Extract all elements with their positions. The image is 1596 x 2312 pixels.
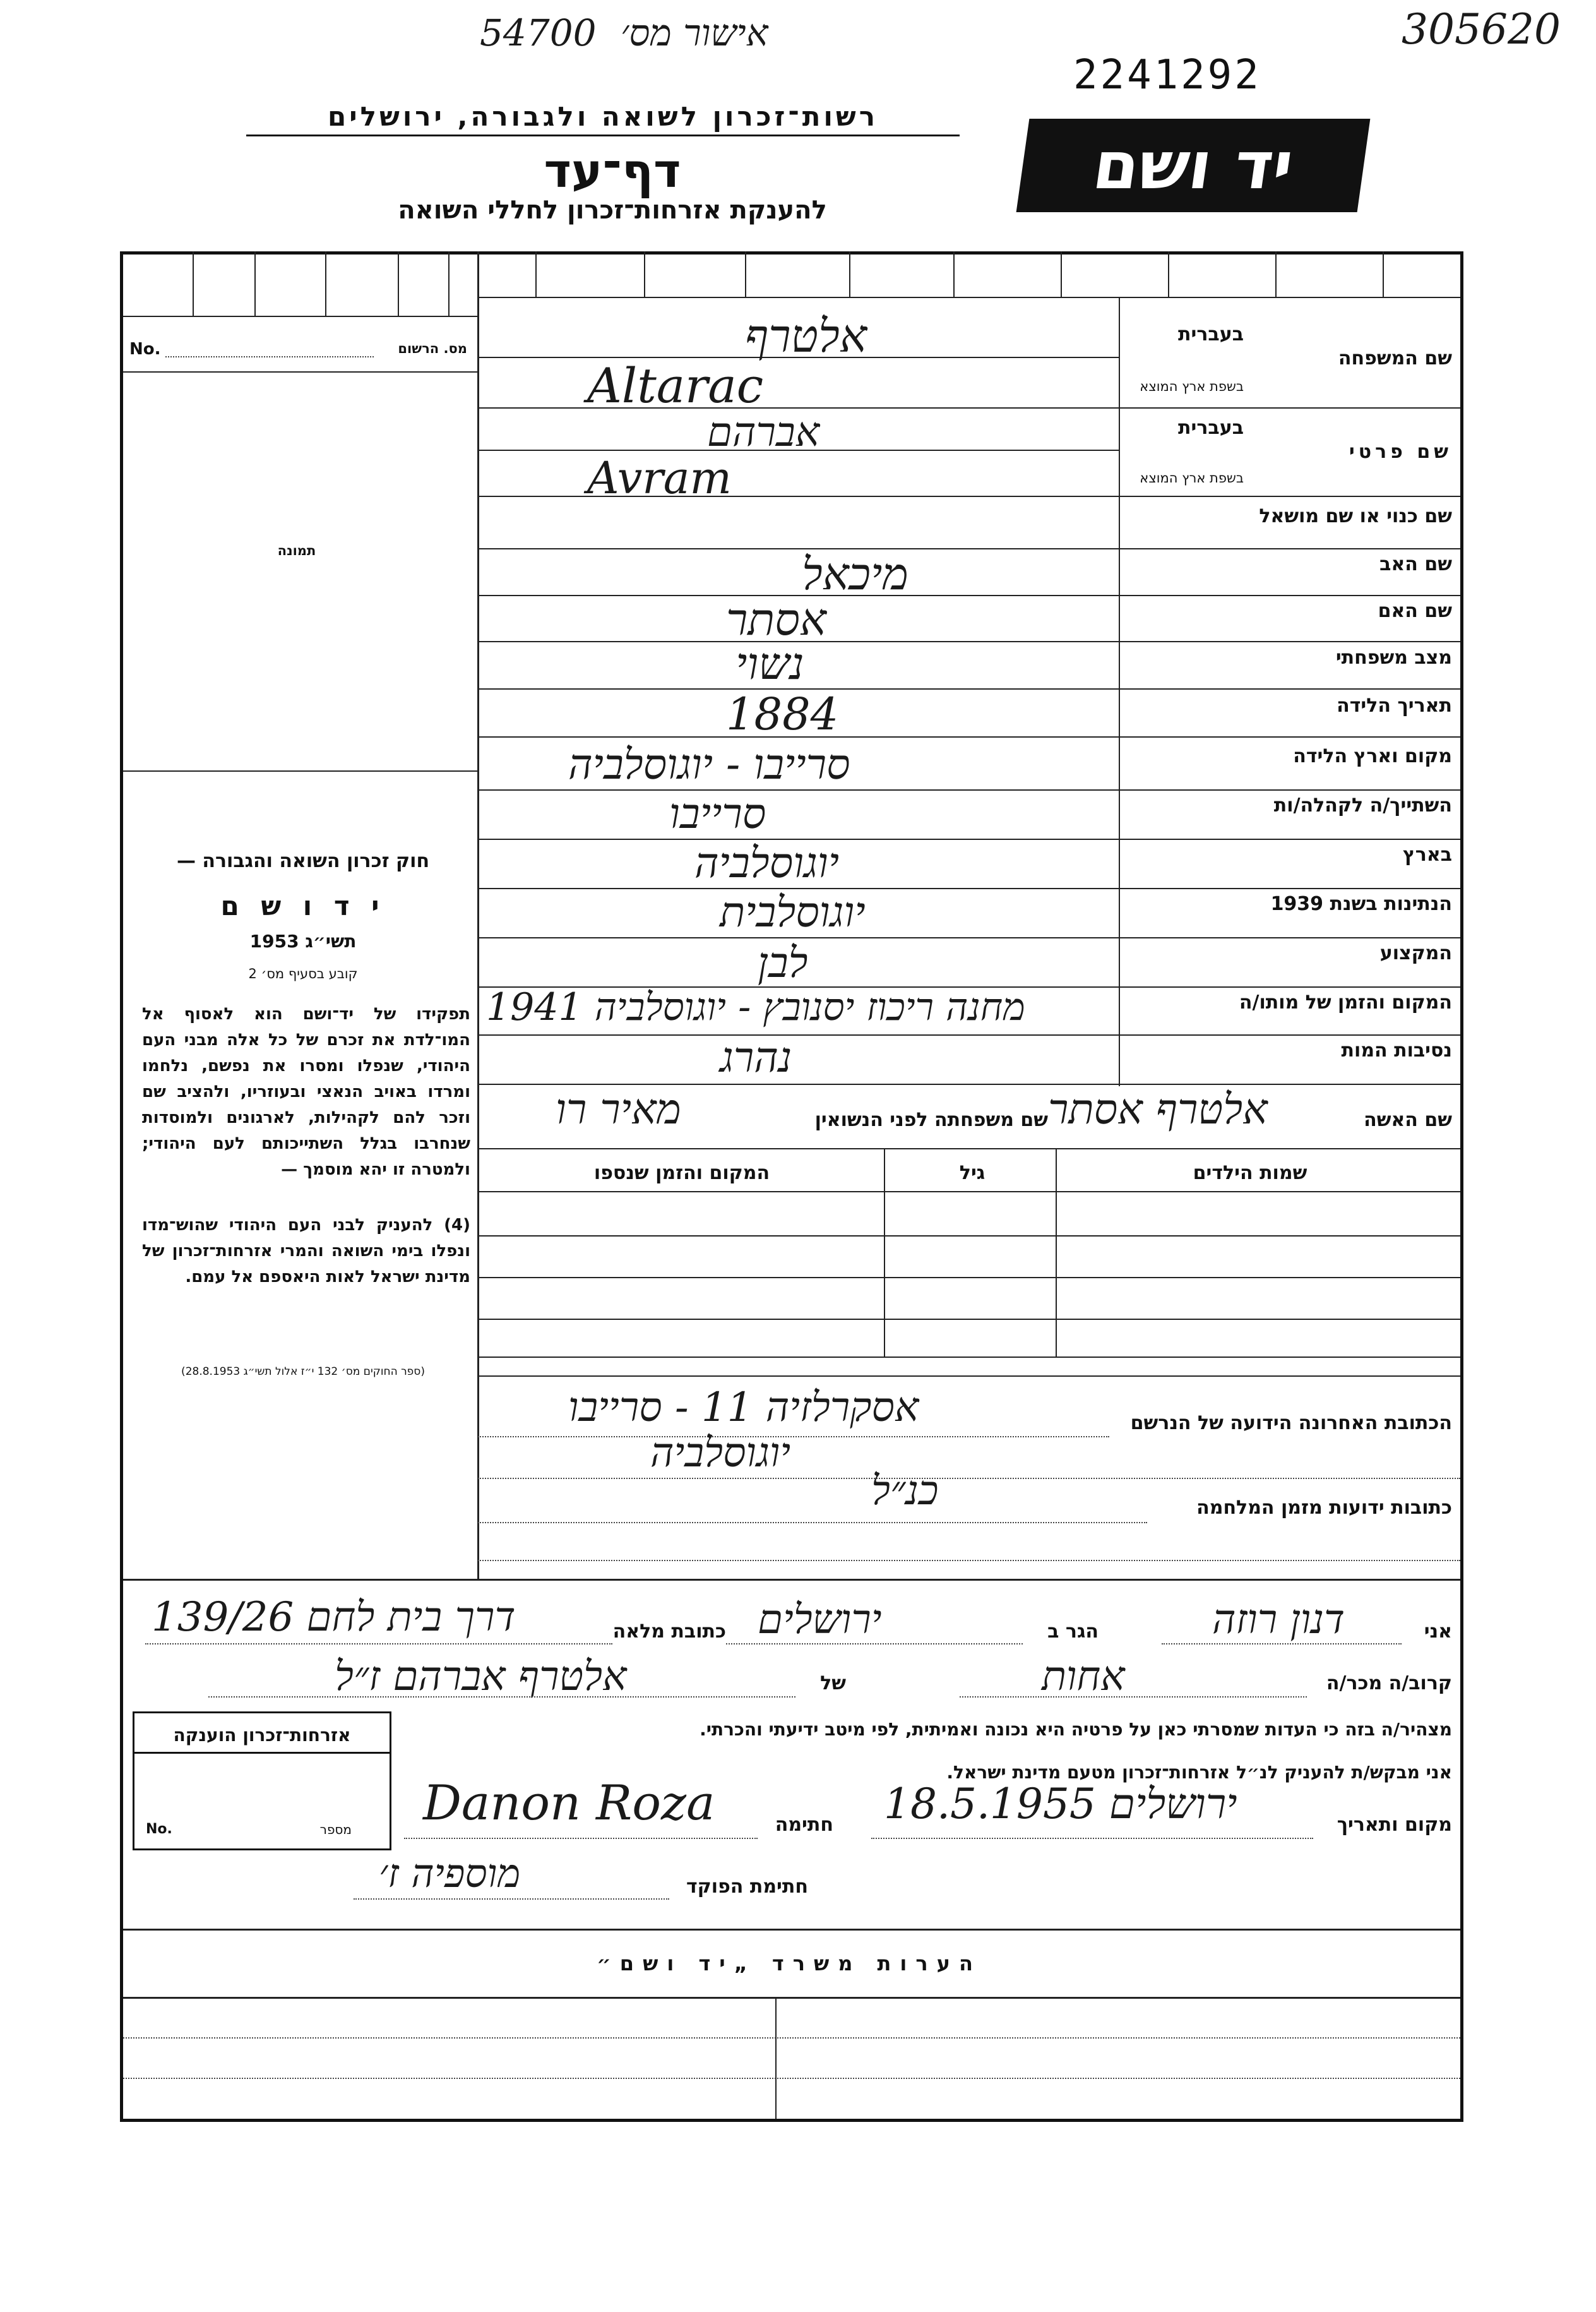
of-value: אלטרף אברהם ז״ל <box>335 1653 627 1700</box>
reg-no: No. <box>129 340 161 359</box>
page-title: דף־עד <box>544 144 681 198</box>
last-address-value-1: אסקרלזיה 11 - סרייבו <box>568 1384 919 1431</box>
death-circumstances-value: נהרג <box>720 1033 792 1082</box>
community-value: סרייבו <box>669 789 766 838</box>
logo-text: יד ושם <box>1088 127 1299 204</box>
law-text-1: תפקידו של יד־ושם הוא לאסוף אל המו־לדת את זכרם של כל אלה מבני העם היהודי, שנפלו ומסרו את נפשם, נלחמו ומרדו באויב הנאצי ובעוזריו, ולהציב שם וזכר להם לקהילות, לארגונים ולמוסדות שנחרבו בגלל השתייכותם לעם היהודי; ולמטרה זו יהא מוסמך — <box>142 1005 470 1179</box>
resides-value: ירושלים <box>758 1596 882 1643</box>
last-address-label: הכתובת האחרונה הידועה של הנרשם <box>1130 1412 1452 1434</box>
father-value: מיכאל <box>802 548 908 600</box>
father-label: שם האב <box>1379 553 1452 575</box>
photo-area <box>123 373 477 770</box>
children-place-header: המקום והזמן שנספו <box>593 1162 770 1184</box>
profession-value: לבן <box>758 938 808 987</box>
firstname-origin-value: Avram <box>587 452 732 504</box>
remarks-title: הערות משרד „יד ושם״ <box>597 1951 982 1975</box>
law-title: חוק זכרון השואה והגבורה — <box>176 850 430 872</box>
children-names-header: שמות הילדים <box>1193 1162 1307 1184</box>
reg-label: מס. הרשום <box>398 341 467 356</box>
community-label: השתייך/ה לקהלה/ות <box>1273 794 1452 817</box>
law-reference: (ספר החוקים מס׳ 132 י״ז אלול תשי״ג 28.8.1953) <box>181 1365 425 1378</box>
award-box <box>133 1711 391 1850</box>
declarant-value: דנון רוזה <box>1212 1596 1345 1643</box>
surname-hebrew-label: בעברית <box>1178 323 1244 345</box>
full-address-label: כתובת מלאה <box>612 1620 726 1643</box>
marital-label: מצב משפחתי <box>1335 647 1452 669</box>
signature-value: Danon Roza <box>423 1775 715 1831</box>
statement-2: אני מבקש/ת להעניק לנ״ל אזרחות־זכרון מטעם מדינת ישראל. <box>946 1762 1452 1783</box>
approval-label: אישור מס׳ <box>620 11 768 54</box>
officer-signature-value: מוספיה ז׳ <box>379 1850 521 1896</box>
page-subtitle: להענקת אזרחות־זכרון לחללי השואה <box>398 196 827 225</box>
birthplace-label: מקום וארץ הלידה <box>1293 745 1452 767</box>
award-box-title: אזרחות־זכרון הוענקה <box>134 1713 390 1754</box>
authority-line: רשות־זכרון לשואה ולגבורה, ירושלים <box>246 101 960 136</box>
relation-label: קרוב/ה מכר/ה <box>1326 1672 1452 1694</box>
firstname-origin-label: בשפת ארץ המוצא <box>1140 470 1244 486</box>
top-boxes-line <box>123 316 478 317</box>
last-address-value-2: יוגוסלביה <box>650 1430 791 1476</box>
country-value: יוגוסלביה <box>694 839 840 887</box>
mother-value: אסתר <box>726 594 826 645</box>
maiden-name-label: שם משפחתה לפני הנשואין <box>814 1109 1048 1131</box>
death-place-label: המקום והזמן של מותו/ה <box>1239 991 1452 1014</box>
birthdate-value: 1884 <box>726 688 839 740</box>
country-label: בארץ <box>1402 844 1452 866</box>
declarant-label: אני <box>1424 1620 1452 1643</box>
of-label: של <box>820 1672 846 1694</box>
war-address-value: כנ״ל <box>871 1468 939 1514</box>
war-address-label: כתובות ידועות מזמן המלחמה <box>1196 1497 1452 1519</box>
firstname-hebrew-label: בעברית <box>1178 417 1244 439</box>
death-circumstances-label: נסיבות המות <box>1341 1039 1452 1062</box>
birthplace-value: סרייבו - יוגוסלביה <box>568 740 850 789</box>
nickname-label: שם כנוי או שם מושאל <box>1259 505 1452 527</box>
statement-1: מצהיר/ה בזה כי העדות שמסרתי כאן על פרטיה היא נכונה ואמיתית, לפי מיטב ידיעתי והכרתי. <box>700 1719 1452 1740</box>
firstname-hebrew-value: אברהם <box>707 409 820 456</box>
surname-hebrew-value: אלטרף <box>745 309 867 362</box>
award-number-label: מספר <box>319 1822 352 1837</box>
place-date-label: מקום ותאריך <box>1337 1814 1452 1836</box>
form-number: 2241292 <box>1073 52 1261 99</box>
photo-label: תמונה <box>277 543 316 558</box>
wife-value: אלטרף אסתר <box>1048 1085 1268 1134</box>
yad-vashem-logo <box>1016 119 1371 212</box>
law-year: תשי״ג 1953 <box>249 931 357 952</box>
signature-label: חתימה <box>775 1814 833 1836</box>
citizenship-label: הנתינות בשנת 1939 <box>1270 893 1452 915</box>
citizenship-value: יוגוסלבית <box>720 888 866 937</box>
resides-label: הגר ב <box>1047 1620 1099 1643</box>
officer-signature-label: חתימת הפוקד <box>686 1876 808 1898</box>
law-clause: קובע בסעיף מס׳ 2 <box>248 966 358 981</box>
firstname-label: שם פרטי <box>1349 441 1452 463</box>
wife-label: שם האשה <box>1364 1109 1452 1131</box>
approval-annotation <box>480 11 768 54</box>
surname-label: שם המשפחה <box>1338 347 1452 369</box>
approval-number: 54700 <box>480 11 597 54</box>
corner-number: 305620 <box>1402 5 1561 54</box>
maiden-name-value: מאיר רו <box>556 1085 681 1134</box>
relation-value: אחות <box>1042 1653 1125 1700</box>
place-date-value: ירושלים 18.5.1955 <box>884 1780 1237 1828</box>
full-address-value: דרך בית לחם 139/26 <box>152 1594 516 1641</box>
label-column-divider <box>1119 297 1120 1086</box>
children-age-header: גיל <box>959 1162 986 1184</box>
law-name: י ד ו ש ם <box>220 890 386 921</box>
surname-origin-label: בשפת ארץ המוצא <box>1140 379 1244 394</box>
death-place-value: מחנה ריכוז יסנובץ - יוגוסלביה 1941 <box>486 985 1025 1029</box>
law-text-2: (4) להעניק לבני העם היהודי שהוש־מדו ונפלו בימי השואה והמרי אזרחות־זכרון של מדינת ישראל לאות היאספם אל עמם. <box>142 1216 470 1286</box>
mother-label: שם האם <box>1378 600 1452 622</box>
award-number-no: No. <box>146 1821 172 1837</box>
profession-label: המקצוע <box>1379 942 1452 964</box>
marital-value: נשוי <box>735 638 804 690</box>
surname-origin-value: Altarac <box>587 357 764 414</box>
birthdate-label: תאריך הלידה <box>1337 695 1452 717</box>
